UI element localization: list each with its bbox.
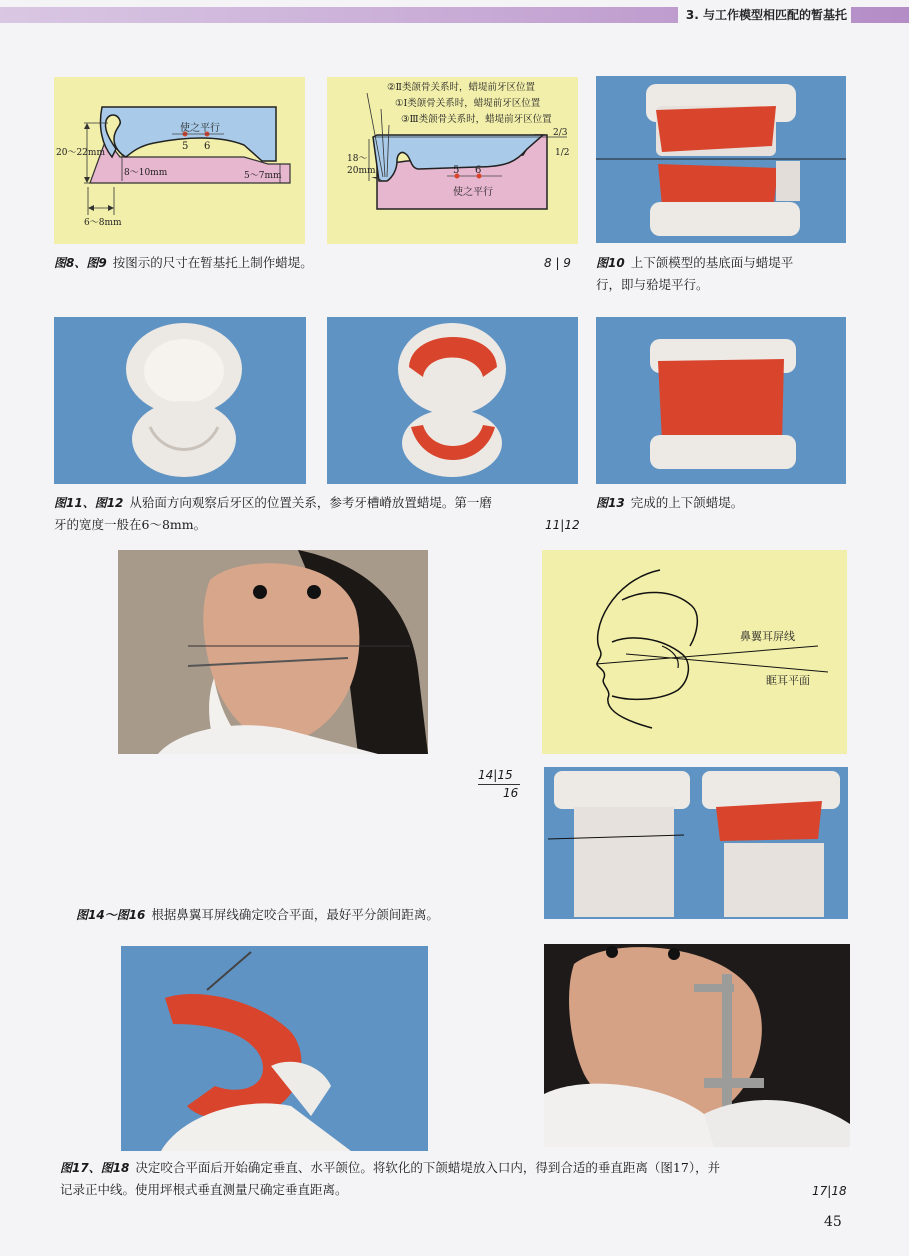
tooth-6-label: 6 xyxy=(204,141,211,152)
fig17-18-label: 图17、图18 xyxy=(60,1161,130,1175)
tooth-6-label-r: 6 xyxy=(475,165,482,176)
fig17-18-number: 17|18 xyxy=(812,1184,847,1198)
ala-tragus-line-label: 鼻翼耳屏线 xyxy=(740,630,795,643)
dim-height-a: 18～ xyxy=(347,154,368,164)
figure-14-photo xyxy=(118,550,428,754)
figure-8-diagram xyxy=(54,77,305,244)
fig10-caption-l1: 上下颌模型的基底面与蜡堤平 xyxy=(630,255,794,270)
class1-label: ①Ⅰ类颌骨关系时，蜡堤前牙区位置 xyxy=(395,98,541,109)
fig10-caption xyxy=(596,252,854,296)
frankfort-plane-label: 眶耳平面 xyxy=(766,674,810,687)
parallel-label-r: 使之平行 xyxy=(453,187,493,198)
figure-12-photo xyxy=(327,317,578,484)
figure-8-svg xyxy=(54,77,305,244)
figure-10-photo xyxy=(596,76,846,243)
figure-13-photo xyxy=(596,317,846,484)
dim-front-width: 6～8mm xyxy=(84,218,122,228)
figure-9-svg xyxy=(327,77,578,244)
fig10-label: 图10 xyxy=(596,256,625,270)
fig14-16-caption xyxy=(76,904,546,926)
fig11-12-number: 11|12 xyxy=(545,518,580,532)
fig14-15-number: 14|15 xyxy=(478,768,513,782)
fig8-9-caption xyxy=(54,252,524,274)
figure-16-photo xyxy=(544,767,848,919)
fig17-18-caption xyxy=(60,1157,860,1201)
ratio-bottom: 1/2 xyxy=(555,148,570,158)
dim-height: 20～22mm xyxy=(56,148,105,158)
tooth-5-label-r: 5 xyxy=(453,165,460,176)
fig11-12-caption-l1: 从𬌗面方向观察后牙区的位置关系，参考牙槽嵴放置蜡堤。第一磨 xyxy=(129,495,492,510)
fig8-9-number: 8 | 9 xyxy=(544,256,571,270)
dim-back-width: 5～7mm xyxy=(244,171,282,181)
chapter-title: 3. 与工作模型相匹配的暂基托 xyxy=(678,7,851,23)
dim-height-b: 20mm xyxy=(347,166,376,176)
fig11-12-caption xyxy=(54,492,584,536)
fig11-12-caption-l2: 牙的宽度一般在6～8mm。 xyxy=(54,517,207,532)
figure-9-diagram xyxy=(327,77,578,244)
class2-label: ②Ⅱ类颌骨关系时，蜡堤前牙区位置 xyxy=(387,82,535,93)
fig13-caption-text: 完成的上下颌蜡堤。 xyxy=(630,495,744,510)
figure-17-photo xyxy=(121,946,428,1151)
dim-mid-width: 8～10mm xyxy=(124,168,168,178)
fig14-16-caption-text: 根据鼻翼耳屏线确定咬合平面，最好平分颌间距离。 xyxy=(151,907,439,922)
page-number: 45 xyxy=(824,1214,842,1230)
fig8-9-caption-text: 按图示的尺寸在暂基托上制作蜡堤。 xyxy=(112,255,313,270)
fig13-label: 图13 xyxy=(596,496,625,510)
fig13-caption xyxy=(596,492,854,514)
fig16-number: 16 xyxy=(503,786,519,800)
figure-11-photo xyxy=(54,317,306,484)
fig11-12-label: 图11、图12 xyxy=(54,496,124,510)
fig8-9-label: 图8、图9 xyxy=(54,256,107,270)
class3-label: ③Ⅲ类颌骨关系时，蜡堤前牙区位置 xyxy=(401,114,552,125)
ratio-top: 2/3 xyxy=(553,128,568,138)
fig17-18-caption-l1: 决定咬合平面后开始确定垂直、水平颌位。将软化的下颌蜡堤放入口内，得到合适的垂直距离（图17），并 xyxy=(135,1160,721,1175)
figure-18-photo xyxy=(544,944,850,1147)
figure-15-diagram xyxy=(542,550,847,754)
fig14-16-label: 图14～图16 xyxy=(76,908,146,922)
parallel-label: 使之平行 xyxy=(180,123,220,134)
fig10-caption-l2: 行，即与𬌗堤平行。 xyxy=(596,277,709,292)
fig-number-divider xyxy=(478,784,520,785)
tooth-5-label: 5 xyxy=(182,141,189,152)
fig17-18-caption-l2: 记录正中线。使用坪根式垂直测量尺确定垂直距离。 xyxy=(60,1182,348,1197)
